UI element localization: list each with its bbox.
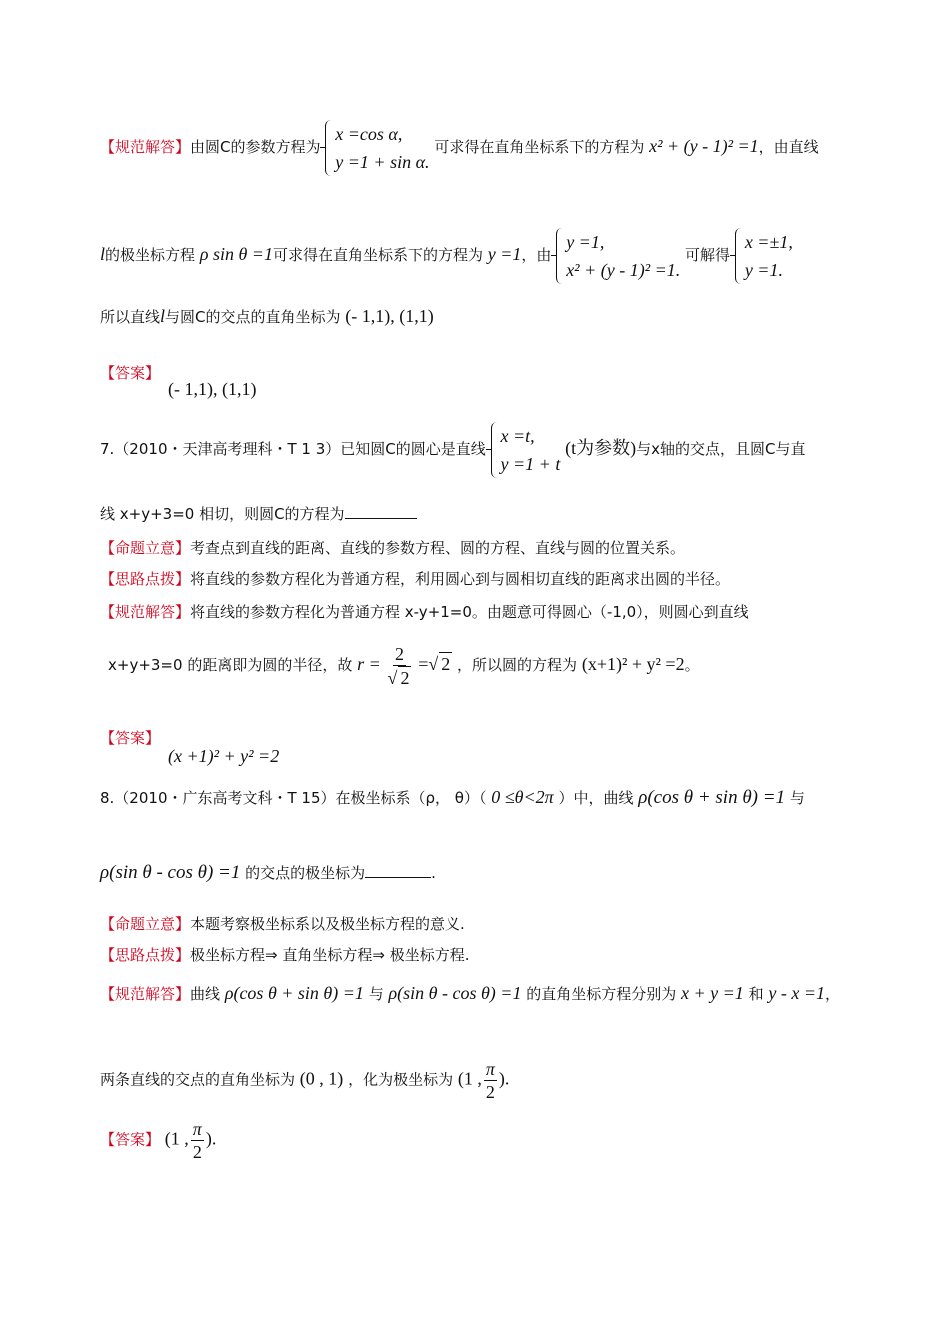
q8-question-line1: 8.（2010・广东高考文科・T 15）在极坐标系（ρ， θ）（ 0 ≤θ<2π ）中，曲线 ρ(cos θ + sin θ) =1 与: [100, 787, 805, 808]
param-system: x =cos α, y =1 + sin α.: [325, 120, 429, 176]
curve-2: ρ(sin θ - cos θ) =1: [100, 862, 241, 883]
param-line-system: x =t, y =1 + t: [491, 422, 561, 478]
answer-tag: 【答案】: [100, 364, 161, 382]
q8-answer: 【答案】 (1 , $\frac{\pi}{2}$ ).: [100, 1119, 217, 1162]
q7-intent: 【命题立意】考查点到直线的距离、直线的参数方程、圆的方程、直线与圆的位置关系。: [100, 539, 686, 557]
s6-solution-line1: 【规范解答】由圆C的参数方程为 x =cos α, y =1 + sin α. 可求得在直角坐标系下的方程为 x² + (y - 1)² =1，由直线: [100, 120, 870, 176]
solve-system: y =1, x² + (y - 1)² =1.: [556, 228, 680, 284]
radius-fraction: $\frac{2}{√ 2}$: [387, 644, 410, 688]
q8-hint: 【思路点拨】极坐标方程⇒ 直角坐标方程⇒ 极坐标方程.: [100, 946, 470, 964]
s6-solution-line2: l的极坐标方程 ρ sin θ =1可求得在直角坐标系下的方程为 y =1，由 y =1, x² + (y - 1)² =1. 可解得 x =±1, y =1.: [100, 228, 870, 284]
intersection-points: (- 1,1), (1,1): [345, 306, 434, 326]
q7-question-line2: 线 x+y+3=0 相切，则圆C的方程为: [100, 503, 870, 525]
solution-system: x =±1, y =1.: [735, 228, 793, 284]
solution-tag: 【规范解答】: [100, 138, 191, 156]
q7-answer-value: (x +1)² + y² =2: [168, 746, 280, 766]
q7-question-line1: 7.（2010・天津高考理科・T 1 3）已知圆C的圆心是直线 x =t, y =1 + t (t为参数)与x轴的交点，且圆C与直: [100, 422, 870, 478]
q7-answer: 【答案】 (x +1)² + y² =2: [100, 729, 280, 766]
circle-equation-result: (x+1)² + y² =2: [581, 654, 685, 674]
q8-solution-line1: 【规范解答】曲线 ρ(cos θ + sin θ) =1 与 ρ(sin θ - cos θ) =1 的直角坐标方程分别为 x + y =1 和 y - x =1，: [100, 983, 841, 1003]
q7-solution-line2: x+y+3=0 的距离即为圆的半径，故 r = $\frac{2}{√ 2}$ =√ 2 ，所以圆的方程为 (x+1)² + y² =2。: [108, 644, 700, 688]
q8-solution-line2: 两条直线的交点的直角坐标为 (0 , 1) ，化为极坐标为 (1 , $\frac{\pi}{2}$ ).: [100, 1059, 510, 1102]
q8-question-line2: ρ(sin θ - cos θ) =1 的交点的极坐标为 .: [100, 862, 436, 883]
circle-equation: x² + (y - 1)² =1: [649, 136, 759, 156]
s6-solution-line3: 所以直线l与圆C的交点的直角坐标为 (- 1,1), (1,1): [100, 306, 434, 326]
answer-value: (- 1,1), (1,1): [168, 379, 257, 399]
curve-1: ρ(cos θ + sin θ) =1: [638, 787, 786, 808]
polar-line-eq: ρ sin θ =1: [199, 244, 273, 264]
q7-solution-line1: 【规范解答】将直线的参数方程化为普通方程 x-y+1=0。由题意可得圆心（-1,0），则圆心到直线: [100, 603, 749, 621]
q8-intent: 【命题立意】本题考察极坐标系以及极坐标方程的意义.: [100, 915, 465, 933]
q7-hint: 【思路点拨】将直线的参数方程化为普通方程，利用圆心到与圆相切直线的距离求出圆的半径。: [100, 570, 731, 588]
s6-answer: [100, 362, 870, 407]
